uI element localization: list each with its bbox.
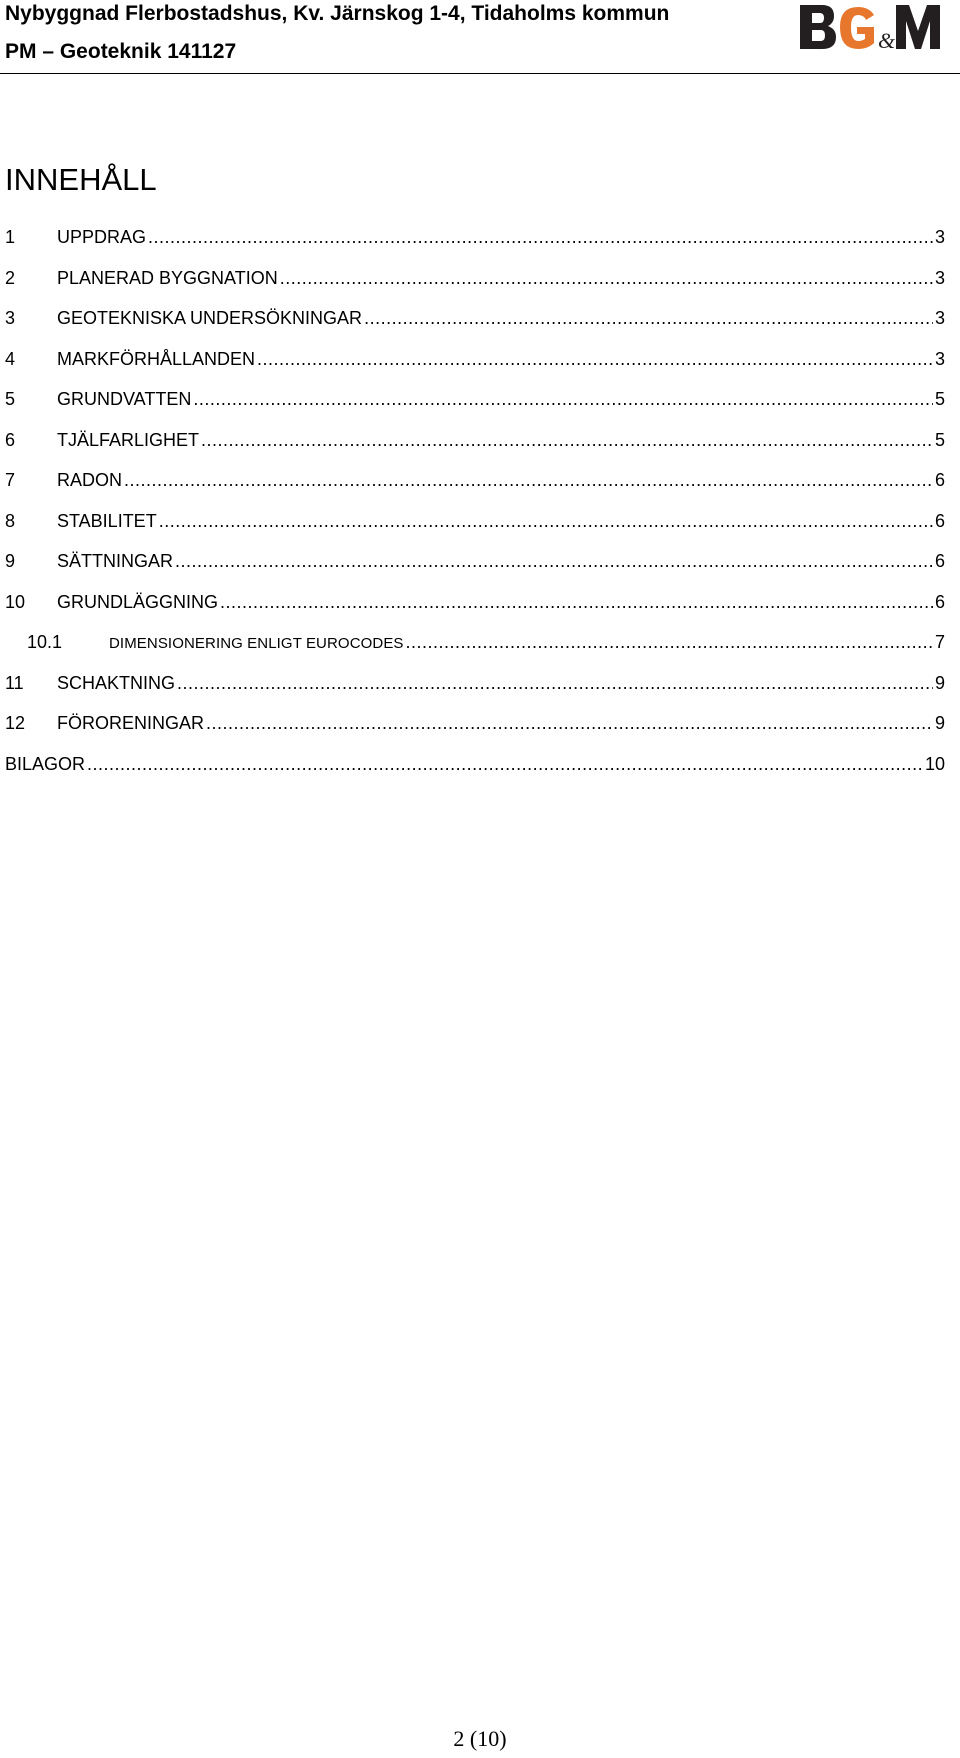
toc-entry[interactable] bbox=[5, 511, 945, 552]
toc-entry[interactable] bbox=[5, 430, 945, 471]
svg-text:&: & bbox=[878, 28, 896, 53]
toc-leader-dots bbox=[220, 592, 933, 613]
toc-leader-dots bbox=[280, 268, 933, 289]
toc-entry-page: 3 bbox=[934, 267, 945, 288]
toc-entry-page: 7 bbox=[934, 632, 945, 652]
toc-entry-number: 11 bbox=[5, 672, 24, 693]
toc-leader-dots bbox=[159, 511, 933, 532]
toc-leader-dots bbox=[406, 632, 933, 653]
toc-entry-number: 9 bbox=[5, 551, 16, 571]
page-header bbox=[0, 0, 960, 74]
toc-entry-page: 9 bbox=[934, 672, 945, 693]
toc-entry-page: 10 bbox=[924, 753, 945, 774]
toc-entry-label: DIMENSIONERING ENLIGT EUROCODES bbox=[109, 635, 404, 652]
toc-entry-number: 2 bbox=[5, 267, 16, 288]
toc-entry-number: 10 bbox=[5, 591, 26, 612]
toc-entry-page: 6 bbox=[934, 510, 945, 531]
toc-heading: INNEHÅLL bbox=[5, 162, 157, 197]
company-logo bbox=[800, 3, 950, 53]
toc-entry-label: RADON bbox=[57, 470, 123, 490]
toc-entry-page: 5 bbox=[934, 429, 945, 450]
toc-entry-number: 8 bbox=[5, 510, 16, 531]
toc-entry-label: UPPDRAG bbox=[57, 227, 147, 247]
toc-entry[interactable] bbox=[5, 673, 945, 714]
toc-entry[interactable] bbox=[5, 308, 945, 349]
toc-entry-label: GRUNDVATTEN bbox=[57, 389, 192, 409]
toc-entry-number: 5 bbox=[5, 389, 16, 409]
toc-entry-number: 10.1 bbox=[27, 632, 63, 652]
toc-entry-label: PLANERAD BYGGNATION bbox=[57, 267, 278, 288]
toc-entry-page: 6 bbox=[934, 551, 945, 571]
toc-entry-label: FÖRORENINGAR bbox=[57, 713, 205, 733]
toc-entry[interactable] bbox=[5, 227, 945, 268]
toc-entry-label: SCHAKTNING bbox=[57, 672, 176, 693]
toc-leader-dots bbox=[193, 389, 933, 410]
toc-leader-dots bbox=[201, 430, 933, 451]
table-of-contents bbox=[5, 227, 945, 794]
toc-entry-label: STABILITET bbox=[57, 510, 157, 531]
toc-leader-dots bbox=[124, 470, 933, 491]
toc-leader-dots bbox=[148, 227, 933, 248]
toc-entry[interactable] bbox=[5, 268, 945, 309]
toc-entry-number: 12 bbox=[5, 713, 26, 733]
toc-entry-page: 3 bbox=[934, 227, 945, 247]
toc-entry[interactable] bbox=[5, 632, 945, 673]
toc-entry[interactable] bbox=[5, 389, 945, 430]
header-subtitle: PM – Geoteknik 141127 bbox=[5, 40, 237, 63]
toc-entry-label: BILAGOR bbox=[5, 753, 86, 774]
toc-leader-dots bbox=[175, 551, 933, 572]
toc-entry-page: 3 bbox=[934, 308, 945, 328]
toc-entry-label: SÄTTNINGAR bbox=[57, 551, 174, 571]
toc-entry-page: 6 bbox=[934, 470, 945, 490]
toc-entry[interactable] bbox=[5, 551, 945, 592]
toc-entry-label: GEOTEKNISKA UNDERSÖKNINGAR bbox=[57, 308, 363, 328]
page-number: 2 (10) bbox=[453, 1726, 507, 1751]
toc-entry[interactable] bbox=[5, 470, 945, 511]
toc-leader-dots bbox=[177, 673, 933, 694]
toc-entry-label: GRUNDLÄGGNING bbox=[57, 591, 219, 612]
header-title: Nybyggnad Flerbostadshus, Kv. Järnskog 1-4, Tidaholms kommun bbox=[5, 2, 670, 25]
toc-entry-number: 4 bbox=[5, 348, 16, 369]
toc-entry-page: 5 bbox=[934, 389, 945, 409]
toc-entry-page: 9 bbox=[934, 713, 945, 733]
toc-entry[interactable] bbox=[5, 349, 945, 390]
toc-entry-number: 1 bbox=[5, 227, 16, 247]
toc-leader-dots bbox=[257, 349, 933, 370]
toc-entry-label: MARKFÖRHÅLLANDEN bbox=[57, 348, 256, 369]
toc-entry-number: 3 bbox=[5, 308, 16, 328]
toc-entry-number: 7 bbox=[5, 470, 16, 490]
toc-leader-dots bbox=[87, 754, 923, 775]
header-divider bbox=[0, 73, 960, 74]
toc-entry-number: 6 bbox=[5, 429, 16, 450]
toc-leader-dots bbox=[364, 308, 933, 329]
toc-entry[interactable] bbox=[5, 713, 945, 754]
toc-leader-dots bbox=[206, 713, 933, 734]
toc-entry[interactable] bbox=[5, 754, 945, 795]
toc-entry-label: TJÄLFARLIGHET bbox=[57, 429, 200, 450]
toc-entry[interactable] bbox=[5, 592, 945, 633]
toc-entry-page: 6 bbox=[934, 591, 945, 612]
toc-entry-page: 3 bbox=[934, 348, 945, 369]
